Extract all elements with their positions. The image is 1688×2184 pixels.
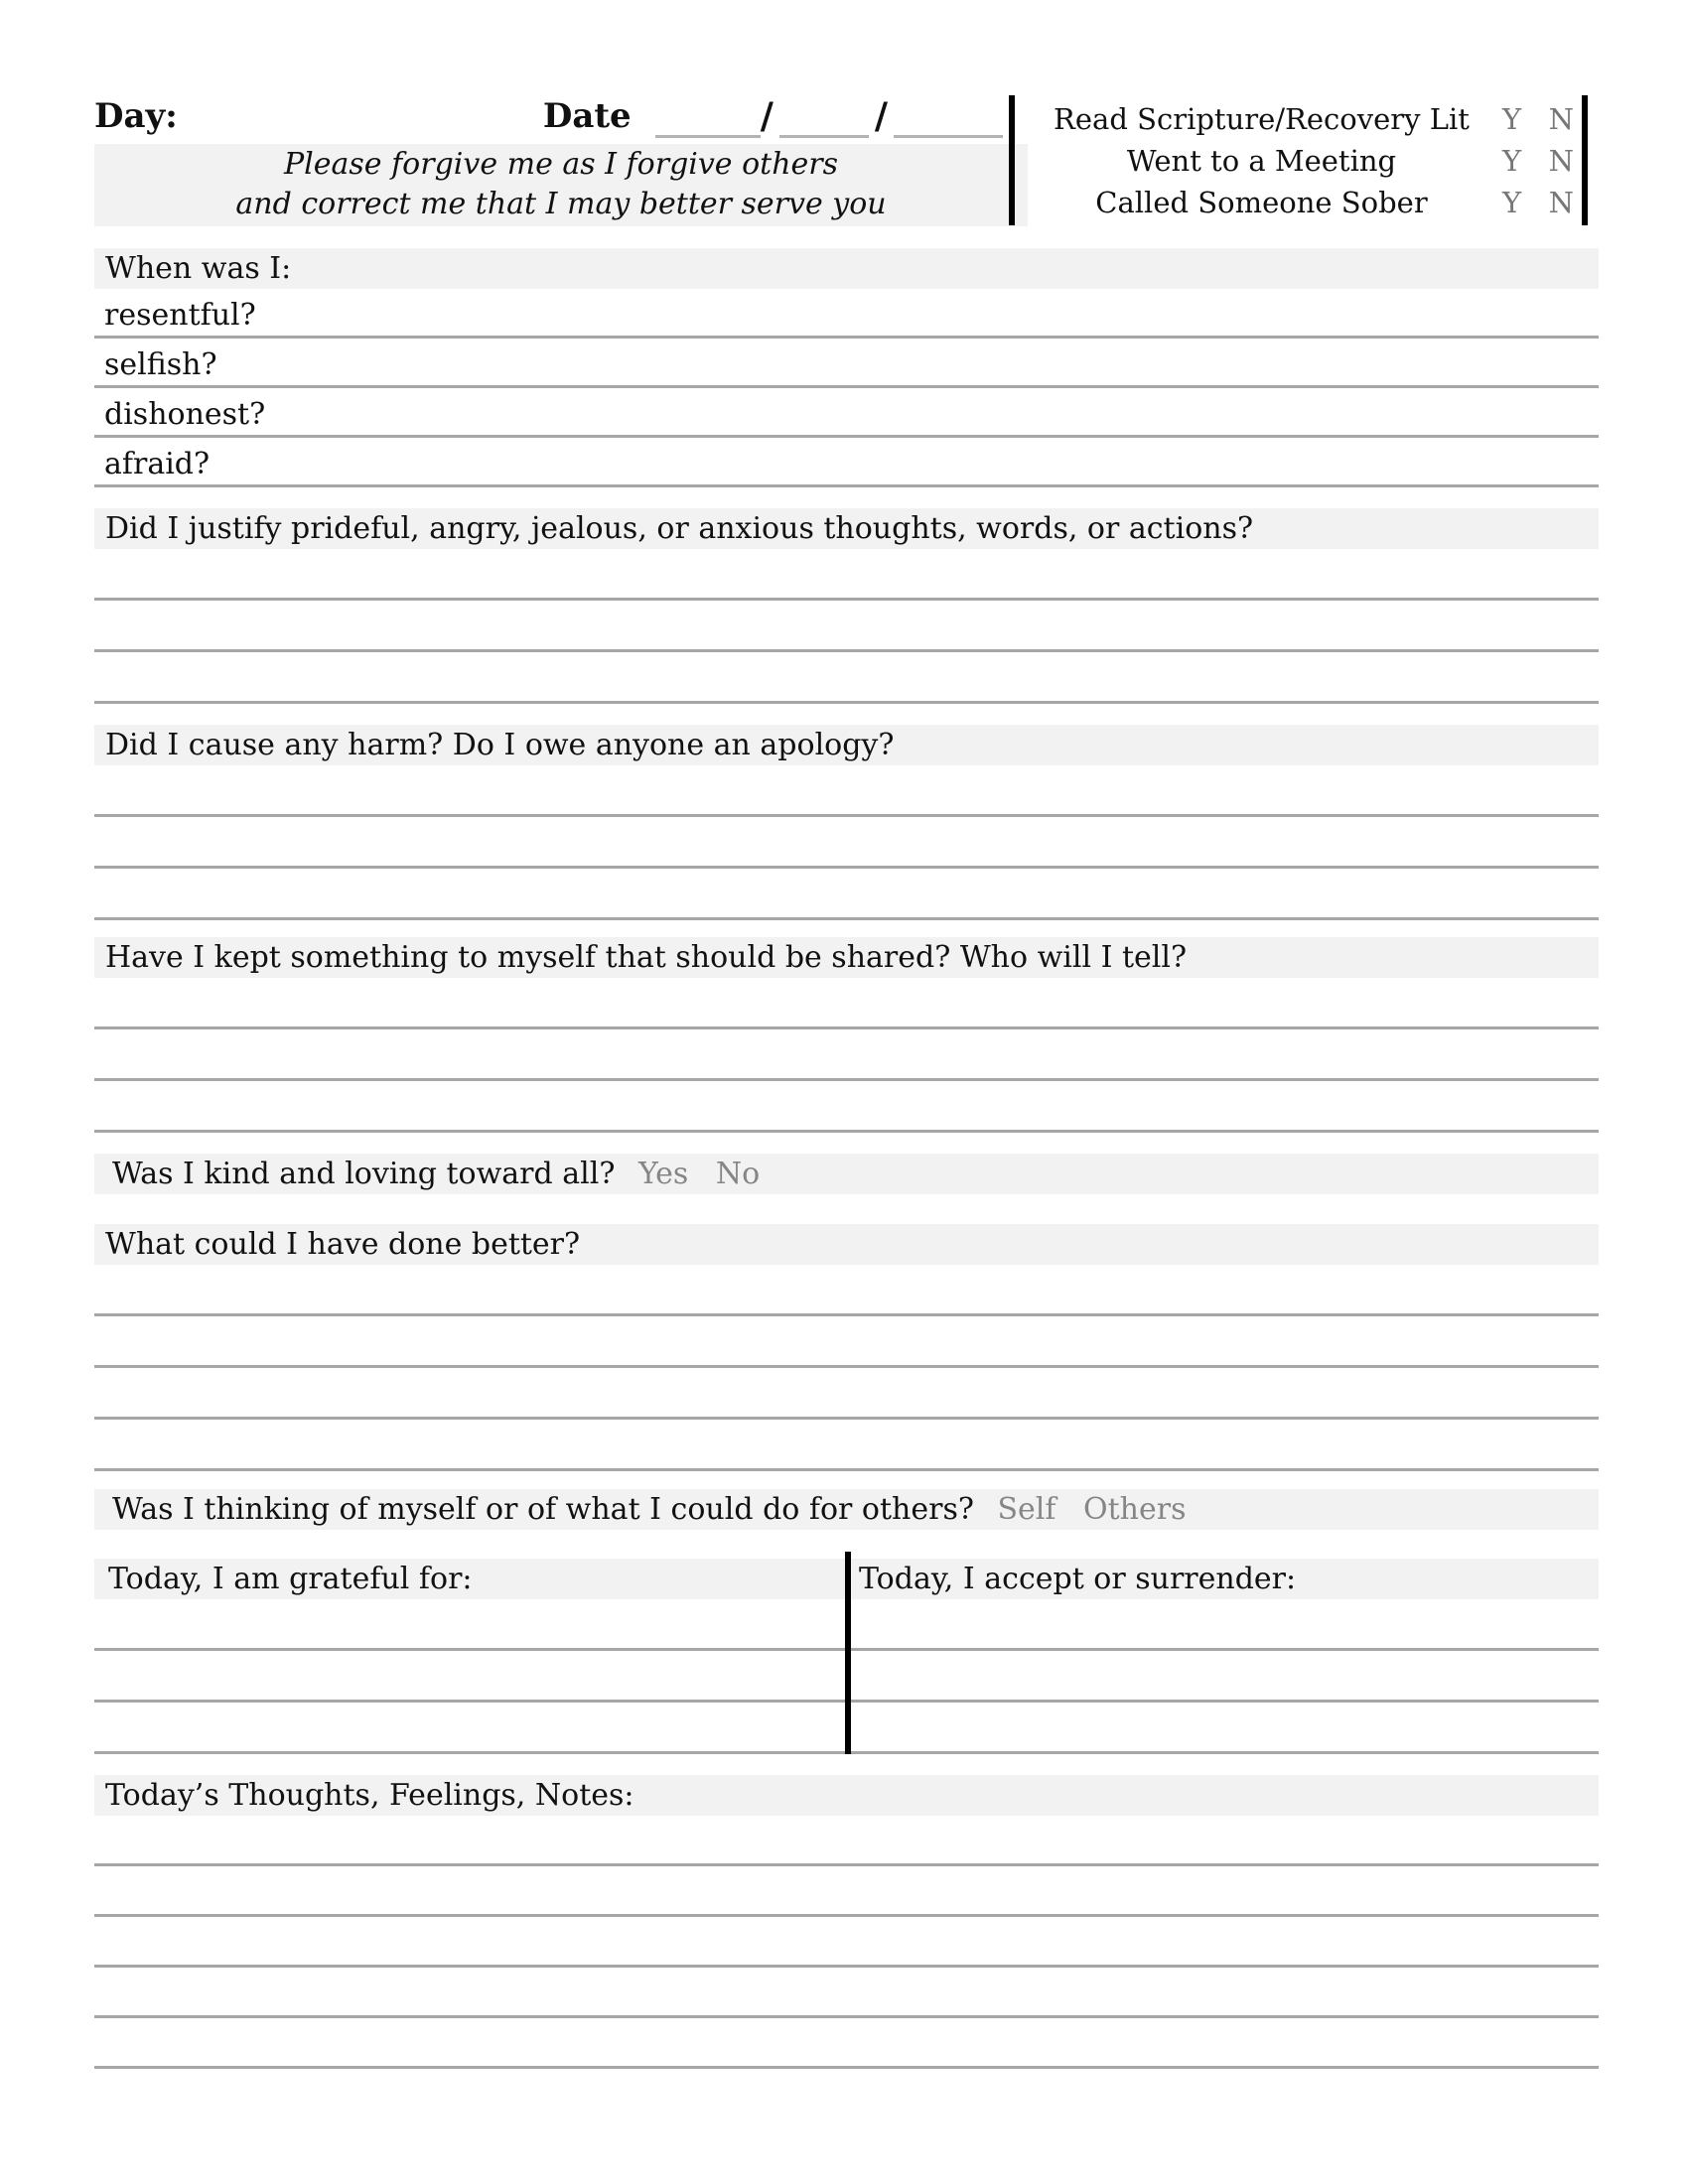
date-label: Date: [542, 96, 632, 136]
write-in-line[interactable]: [94, 978, 1599, 1029]
date-year-blank[interactable]: [894, 97, 1003, 138]
section-title-justify: Did I justify prideful, angry, jealous, or anxious thoughts, words, or actions?: [94, 508, 1599, 549]
checklist-label: Called Someone Sober: [1095, 186, 1428, 219]
checklist-row-scripture: [1021, 98, 1574, 140]
write-in-line[interactable]: [94, 1368, 1599, 1420]
write-in-line[interactable]: [94, 1316, 1599, 1368]
write-in-line[interactable]: [94, 549, 1599, 601]
section-title-kind: [94, 1154, 1599, 1194]
write-in-line[interactable]: [94, 1917, 1599, 1968]
checklist-label: Read Scripture/Recovery Lit: [1054, 102, 1470, 136]
kind-yes-option[interactable]: Yes: [637, 1157, 689, 1191]
write-in-line[interactable]: [94, 2018, 1599, 2069]
prompt-label: dishonest?: [104, 397, 266, 432]
thinking-others-option[interactable]: Others: [1083, 1492, 1187, 1527]
write-in-line[interactable]: [94, 601, 1599, 652]
daily-inventory-page: [94, 0, 1599, 2069]
no-option[interactable]: N: [1548, 102, 1574, 136]
column-divider: [845, 1552, 851, 1754]
date-day-blank[interactable]: [779, 97, 869, 138]
section-title-harm: Did I cause any harm? Do I owe anyone an apology?: [94, 725, 1599, 765]
yes-no-options: [1502, 102, 1574, 136]
no-option[interactable]: N: [1548, 186, 1574, 219]
checklist-label: Went to a Meeting: [1126, 144, 1397, 178]
checklist-row-meeting: [1021, 140, 1574, 182]
date-slash: /: [760, 95, 774, 137]
write-in-line[interactable]: [94, 1265, 1599, 1316]
header: [94, 94, 1599, 226]
write-in-line[interactable]: [94, 1968, 1599, 2018]
prompt-label: resentful?: [104, 298, 256, 333]
prompt-label: afraid?: [104, 447, 211, 481]
date-field: [543, 94, 1003, 138]
no-option[interactable]: N: [1548, 144, 1574, 178]
thinking-question: Was I thinking of myself or of what I could do for others?: [112, 1492, 974, 1527]
kind-question: Was I kind and loving toward all?: [112, 1157, 616, 1191]
write-in-line[interactable]: [94, 765, 1599, 817]
prompt-row-resentful[interactable]: [94, 289, 1599, 339]
thinking-self-option[interactable]: Self: [997, 1492, 1056, 1527]
write-in-line[interactable]: [94, 1866, 1599, 1917]
write-in-line[interactable]: [94, 869, 1599, 920]
prayer-line-2: and correct me that I may better serve you: [235, 187, 887, 221]
day-label: Day:: [94, 96, 178, 136]
prompt-row-afraid[interactable]: [94, 438, 1599, 487]
prompt-row-dishonest[interactable]: [94, 388, 1599, 438]
yes-no-options: [1502, 186, 1574, 219]
write-in-line[interactable]: [94, 1816, 1599, 1866]
section-title-thinking: [94, 1489, 1599, 1530]
yes-no-options: [1502, 144, 1574, 178]
prayer-line-1: Please forgive me as I forgive others: [283, 147, 839, 182]
write-in-line[interactable]: [94, 1029, 1599, 1081]
yes-option[interactable]: Y: [1502, 102, 1522, 136]
write-in-line[interactable]: [94, 652, 1599, 704]
checklist-row-called-sober: [1021, 182, 1574, 223]
section-title-surrender: Today, I accept or surrender:: [851, 1559, 1599, 1599]
kind-no-option[interactable]: No: [715, 1157, 761, 1191]
write-in-line[interactable]: [94, 1420, 1599, 1471]
section-title-when-was-i: When was I:: [94, 248, 1599, 289]
section-title-grateful: Today, I am grateful for:: [94, 1559, 845, 1599]
section-title-better: What could I have done better?: [94, 1224, 1599, 1265]
daily-checklist: [1009, 95, 1588, 225]
yes-option[interactable]: Y: [1502, 144, 1522, 178]
yes-option[interactable]: Y: [1502, 186, 1522, 219]
write-in-line[interactable]: [94, 817, 1599, 869]
section-title-notes: Today’s Thoughts, Feelings, Notes:: [94, 1775, 1599, 1816]
write-in-line[interactable]: [94, 1081, 1599, 1133]
prayer-text: [94, 144, 1028, 226]
date-slash: /: [874, 95, 888, 137]
date-month-blank[interactable]: [655, 97, 761, 138]
grateful-surrender-section: [94, 1559, 1599, 1754]
section-title-kept: Have I kept something to myself that should be shared? Who will I tell?: [94, 937, 1599, 978]
prompt-row-selfish[interactable]: [94, 339, 1599, 388]
prompt-label: selfish?: [104, 347, 217, 382]
